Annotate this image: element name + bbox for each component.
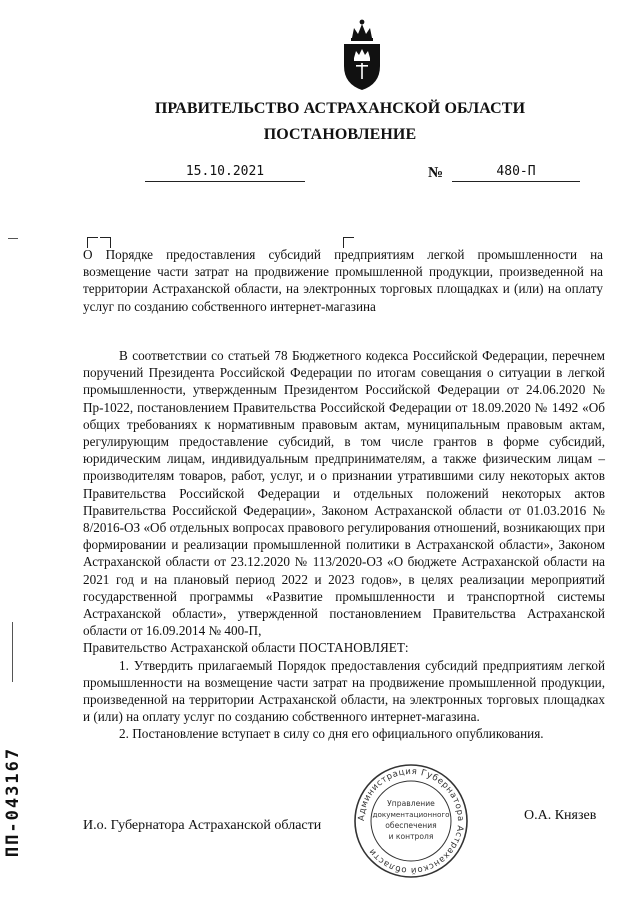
document-date: 15.10.2021 xyxy=(145,164,305,182)
side-registration-code xyxy=(2,722,24,882)
stamp-line-2: документационного xyxy=(372,810,450,819)
number-sign: № xyxy=(428,165,444,181)
preamble-paragraph: В соответствии со статьей 78 Бюджетного кодекса Российской Федерации, перечнем поручений Президента Российской Федерации по итогам совещания о ситуации в легкой промышленности, утвержденным Президентом Российской Федерации от 24.06.2020 № Пр-1022, постановлением Правительства Российской Федерации от 18.09.2020 № 1492 «Об общих требованиях к нормативным правовым актам, муниципальным правовым актам, регулирующим предоставление субсидий, в том числе грантов в форме субсидий, юридическим лицам, индивидуальным предпринимателям, а также физическим лицам – производителям товаров, работ, услуг, и о признании утратившими силу некоторых актов Правительства Российской Федерации и отдельных положений некоторых актов Правительства Российской Федерации», Законом Астраханской области от 01.03.2016 № 8/2016-ОЗ «Об отдельных вопросах правового регулирования отношений, возникающих при формировании и реализации промышленной политики в Астраханской области», Законом Астраханской области от 23.12.2020 № 113/2020-ОЗ «О бюджете Астраханской области на 2021 год и на плановый период 2022 и 2023 годов», в целях реализации мероприятий государственной программы «Развитие промышленности и транспортной системы Астраханской области», утвержденной постановлением Правительства Астраханской области от 16.09.2014 № 400-П, xyxy=(83,348,606,639)
stamp-ring-text: Администрация Губернатора Астраханской области xyxy=(356,766,466,876)
document-body xyxy=(83,347,605,743)
official-stamp xyxy=(352,762,470,880)
document-number: 480-П xyxy=(452,164,580,182)
signatory-role: И.о. Губернатора Астраханской области xyxy=(83,818,322,833)
margin-vertical-line xyxy=(12,622,13,682)
signatory-name: О.А. Князев xyxy=(524,808,597,823)
document-subject: О Порядке предоставления субсидий предприятиям легкой промышленности на возмещение части затрат на продвижение промышленной продукции, произведенной на территории Астраханской области, на электронных торговых площадках и (или) на оплату услуг по созданию собственного интернет-магазина xyxy=(83,247,603,314)
coat-of-arms-emblem xyxy=(338,18,386,92)
stamp-line-3: обеспечения xyxy=(385,821,437,830)
stamp-line-4: и контроля xyxy=(388,832,434,841)
side-code-text: ПП-043167 xyxy=(3,746,23,858)
government-title: ПРАВИТЕЛЬСТВО АСТРАХАНСКОЙ ОБЛАСТИ xyxy=(154,100,526,117)
stamp-line-1: Управление xyxy=(387,799,435,808)
margin-tick-mark xyxy=(8,238,18,239)
item-2-paragraph: 2. Постановление вступает в силу со дня его официального опубликования. xyxy=(119,726,544,742)
item-1-paragraph: 1. Утвердить прилагаемый Порядок предоставления субсидий предприятиям легкой промышленности на возмещение части затрат на продвижение промышленной продукции, произведенной на территории Астраханской области, на электронных торговых площадках и (или) на оплату услуг по созданию собственного интернет-магазина. xyxy=(83,657,605,725)
resolves-paragraph: Правительство Астраханской области ПОСТАНОВЛЯЕТ: xyxy=(83,640,409,656)
document-type-title: ПОСТАНОВЛЕНИЕ xyxy=(263,126,417,143)
